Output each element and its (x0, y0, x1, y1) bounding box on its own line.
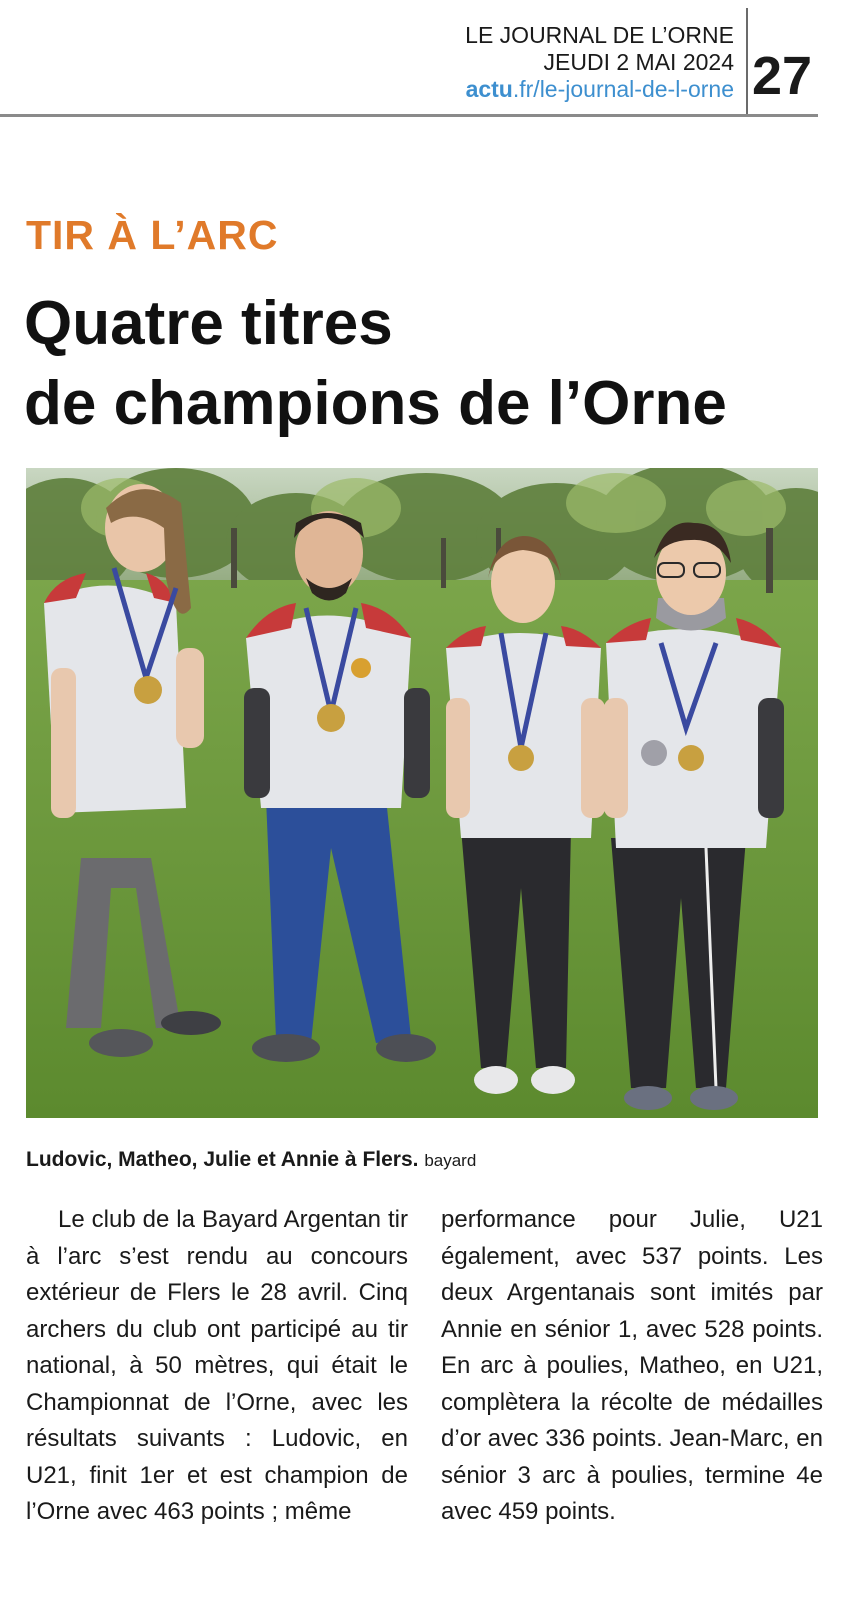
issue-date: JEUDI 2 MAI 2024 (543, 49, 734, 75)
photo-credit: bayard (424, 1151, 477, 1170)
url-strong: actu (465, 76, 513, 102)
article-headline (24, 284, 824, 444)
caption-text: Ludovic, Matheo, Julie et Annie à Flers. (26, 1148, 419, 1171)
website-url[interactable] (465, 76, 734, 103)
headline-line-1: Quatre titres (24, 289, 393, 358)
article-column-1: Le club de la Bayard Argentan tir à l’arc s’est rendu au concours extérieur de Flers le 28 avril. Cinq archers du club ont participé au tir national, à 50 mètres, qui était le Championnat de l’Orne, avec les résultats suivants : Ludovic, en U21, finit 1er et est champion de l’Orne avec 463 points ; même (26, 1206, 408, 1525)
page-number: 27 (752, 46, 813, 106)
photo-caption (26, 1148, 476, 1172)
article-photo (26, 468, 818, 1118)
header-text-block (465, 22, 734, 103)
section-kicker: TIR À L’ARC (26, 212, 279, 258)
headline-line-2: de champions de l’Orne (24, 369, 727, 438)
header-divider (746, 8, 748, 114)
publication-name: LE JOURNAL DE L’ORNE (465, 22, 734, 48)
page-header (0, 8, 848, 116)
article-column-2: performance pour Julie, U21 également, avec 537 points. Les deux Argentanais sont imités par Annie en sénior 1, avec 528 points. En arc à poulies, Matheo, en U21, complètera la récolte de médailles d’or avec 336 points. Jean-Marc, en sénior 3 arc à poulies, termine 4e avec 459 points. (441, 1206, 823, 1525)
photo-archers-group (26, 468, 818, 1118)
url-rest: .fr/le-journal-de-l-orne (512, 76, 734, 102)
header-rule (0, 114, 818, 117)
